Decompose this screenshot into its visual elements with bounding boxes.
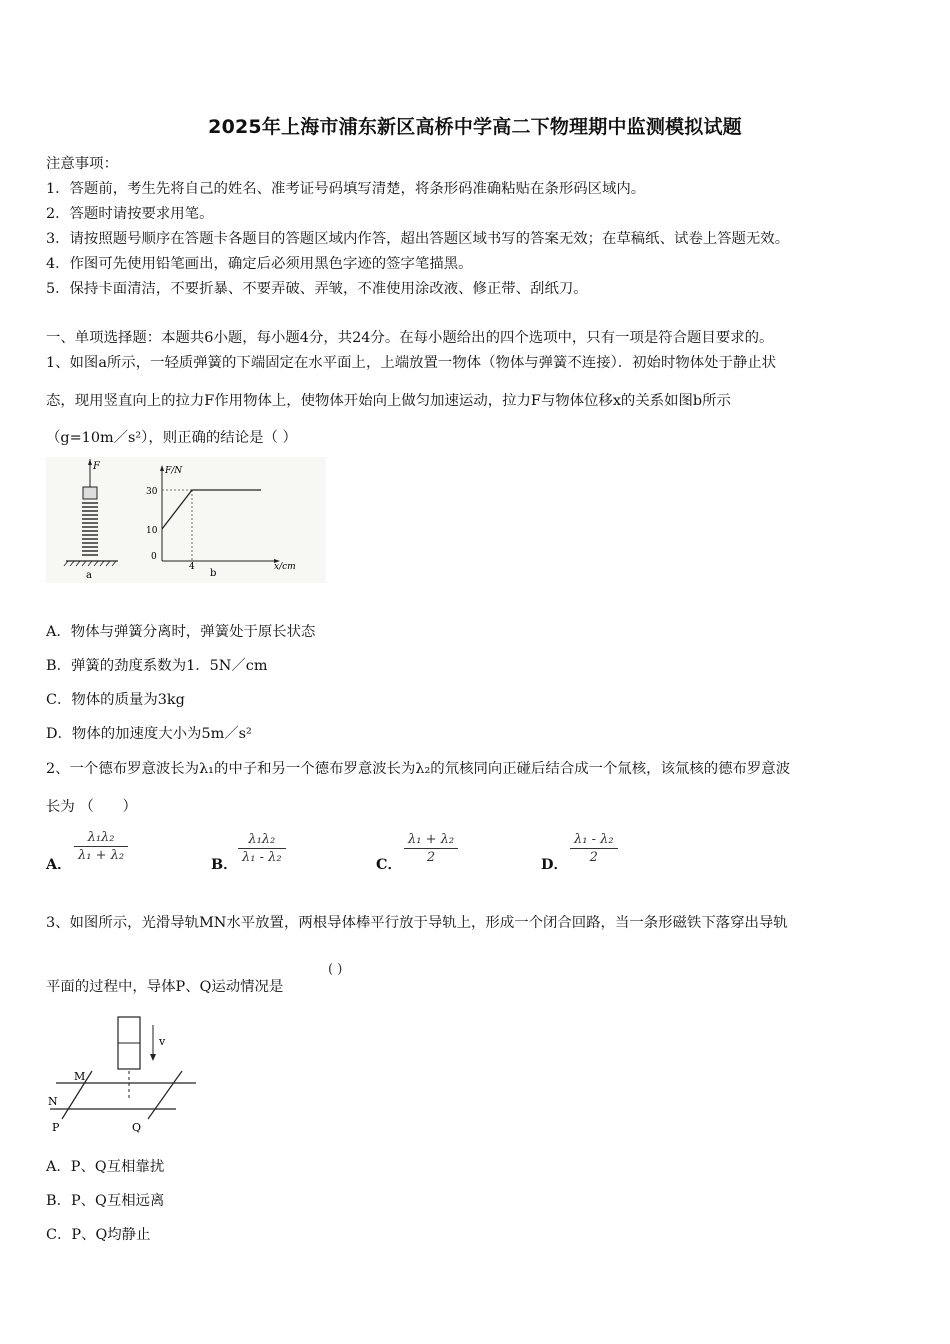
q1-text: （g=10m／s²），则正确的结论是（ ） xyxy=(46,430,297,446)
q3-paren: ( ) xyxy=(328,962,343,977)
q2-option-a-label: A． xyxy=(46,856,72,873)
notice-heading: 注意事项： xyxy=(46,156,118,172)
q2-text: 2、一个德布罗意波长为λ₁的中子和另一个德布罗意波长为λ₂的氘核同向正碰后结合成一个氚核，该氚核的德布罗意波 xyxy=(46,761,791,777)
q2-option-d-fraction: λ₁ - λ₂ 2 xyxy=(570,832,618,865)
q3-text: 平面的过程中，导体P、Q运动情况是 xyxy=(46,979,284,995)
label-m: M xyxy=(74,1070,86,1083)
q2-option-a-fraction: λ₁λ₂ λ₁ + λ₂ xyxy=(74,830,128,863)
notice-item: 5．保持卡面清洁，不要折暴、不要弄破、弄皱，不准使用涂改液、修正带、刮纸刀。 xyxy=(46,281,588,297)
label-n: N xyxy=(48,1095,58,1108)
q2-option-c-fraction: λ₁ + λ₂ 2 xyxy=(404,832,458,865)
label-a: a xyxy=(86,570,92,581)
q2-option-d-label: D． xyxy=(541,856,568,873)
label-p: P xyxy=(52,1121,60,1134)
notice-item: 1．答题前，考生先将自己的姓名、准考证号码填写清楚，将条形码准确粘贴在条形码区域内。 xyxy=(46,181,646,197)
notice-item: 4．作图可先使用铅笔画出，确定后必须用黑色字迹的签字笔描黑。 xyxy=(46,256,473,272)
y-tick: 0 xyxy=(151,552,157,562)
notice-item: 3．请按照题号顺序在答题卡各题目的答题区域内作答，超出答题区域书写的答案无效；在草稿纸、试卷上答题无效。 xyxy=(46,231,790,247)
q3-figure xyxy=(46,1015,206,1135)
q2-text: 长为 （ ） xyxy=(46,799,137,815)
x-tick: 4 xyxy=(189,562,195,572)
label-b: b xyxy=(210,568,217,579)
section-heading: 一、单项选择题：本题共6小题，每小题4分，共24分。在每小题给出的四个选项中，只有一项是符合题目要求的。 xyxy=(46,330,774,346)
page-title: 2025年上海市浦东新区高桥中学高二下物理期中监测模拟试题 xyxy=(208,116,742,138)
y-tick: 10 xyxy=(146,526,158,536)
notice-item: 2．答题时请按要求用笔。 xyxy=(46,206,214,222)
q1-text: 1、如图a所示，一轻质弹簧的下端固定在水平面上，上端放置一物体（物体与弹簧不连接）．初始时物体处于静止状 xyxy=(46,355,777,371)
q1-option-c: C．物体的质量为3kg xyxy=(46,692,185,708)
q3-text: 3、如图所示，光滑导轨MN水平放置，两根导体棒平行放于导轨上，形成一个闭合回路，当一条形磁铁下落穿出导轨 xyxy=(46,915,788,931)
q2-option-c-label: C． xyxy=(376,856,402,873)
label-v: v xyxy=(159,1035,166,1048)
q3-option-a: A．P、Q互相靠扰 xyxy=(46,1159,165,1175)
q1-option-b: B．弹簧的劲度系数为1．5N／cm xyxy=(46,658,268,674)
q2-option-b-fraction: λ₁λ₂ λ₁ - λ₂ xyxy=(238,832,286,865)
q1-option-a: A．物体与弹簧分离时，弹簧处于原长状态 xyxy=(46,624,316,640)
q3-option-b: B．P、Q互相远离 xyxy=(46,1193,165,1209)
q1-text: 态，现用竖直向上的拉力F作用物体上，使物体开始向上做匀加速运动，拉力F与物体位移x的关系如图b所示 xyxy=(46,393,731,409)
q2-option-b-label: B． xyxy=(211,856,238,873)
label-q: Q xyxy=(132,1121,142,1134)
force-label: F xyxy=(93,461,100,472)
y-axis-label: F/N xyxy=(165,466,183,476)
q3-option-c: C．P、Q均静止 xyxy=(46,1227,151,1243)
y-tick: 30 xyxy=(146,487,158,497)
q1-figure xyxy=(46,457,326,583)
q1-option-d: D．物体的加速度大小为5m／s² xyxy=(46,726,252,742)
x-axis-label: x/cm xyxy=(274,562,296,572)
